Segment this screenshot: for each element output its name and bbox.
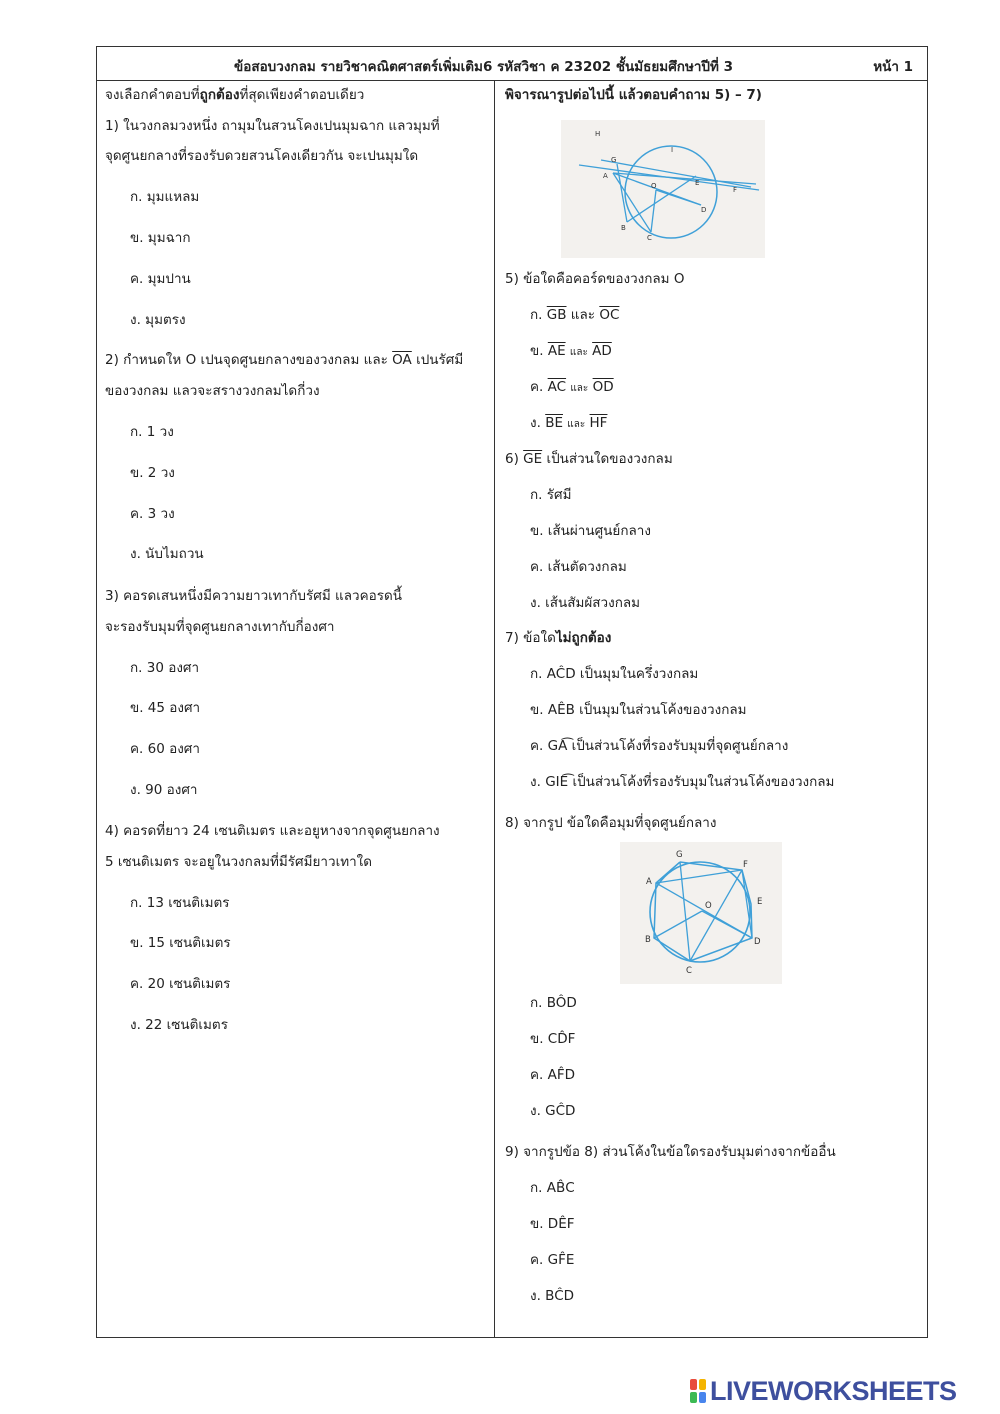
segment-oa: $\overline{OA}$ <box>392 352 412 368</box>
fig2-chord-cf <box>690 870 742 961</box>
q2-option-c[interactable]: ค. 3 วง <box>130 506 175 522</box>
q7a-prefix: ก. <box>530 666 543 682</box>
q5a-segment-1: $\overline{GB}$ <box>546 307 567 323</box>
fig2-label-d: D <box>754 937 761 947</box>
q7d-arc: GIE͡ <box>545 774 569 790</box>
q7b-text: เป็นมุมในส่วนโค้งของวงกลม <box>579 702 747 718</box>
fig2-label-f: F <box>743 860 748 870</box>
q5-option-b[interactable] <box>530 341 612 363</box>
q9-option-b[interactable]: ข. DÊF <box>530 1216 575 1232</box>
fig1-label-g: G <box>611 156 617 164</box>
q9-option-c[interactable]: ค. GF̂E <box>530 1252 575 1268</box>
fig1-radius-oc <box>651 190 656 232</box>
line-ge: $\overline{GE}$ <box>523 451 543 467</box>
fig2-label-e: E <box>757 897 763 907</box>
q3-option-c[interactable]: ค. 60 องศา <box>130 741 200 757</box>
q5d-prefix: ง. <box>530 415 541 431</box>
q7-emphasis: ไม่ถูกต้อง <box>555 630 612 646</box>
q5a-conj: และ <box>570 307 596 323</box>
q6-option-c[interactable]: ค. เส้นตัดวงกลม <box>530 559 627 575</box>
q5-option-a[interactable] <box>530 305 619 325</box>
left-column <box>97 80 494 1337</box>
q5b-conj: และ <box>569 347 588 358</box>
q7d-text: เป็นส่วนโค้งที่รองรับมุมในส่วนโค้งของวงกลม <box>572 774 835 790</box>
question-3-line-1: 3) คอรดเสนหนึ่งมีความยาวเทากับรัศมี แลวคอรดนี้ <box>105 588 402 604</box>
q4-option-d[interactable]: ง. 22 เซนติเมตร <box>130 1017 228 1033</box>
question-6 <box>505 449 673 469</box>
q7-text: 7) ข้อใด <box>505 630 556 646</box>
fig1-label-c: C <box>647 234 652 242</box>
question-4-line-1: 4) คอรดที่ยาว 24 เซนติเมตร และอยูหางจากจุดศูนยกลาง <box>105 823 440 839</box>
fig2-label-b: B <box>645 935 651 945</box>
q7b-angle: AÊB <box>547 702 575 718</box>
q7a-angle: AĈD <box>546 666 576 682</box>
instruction-emphasis: ถูกต้อง <box>199 87 240 103</box>
fig2-radius-od <box>702 911 752 938</box>
q1-option-b[interactable]: ข. มุมฉาก <box>130 230 191 246</box>
fig1-label-e: E <box>695 179 700 187</box>
q5c-segment-2: $\overline{OD}$ <box>592 379 614 395</box>
q1-option-a[interactable]: ก. มุมแหลม <box>130 189 200 205</box>
q5c-conj: และ <box>570 383 589 394</box>
q2-text: 2) กำหนดให O เปนจุดศูนยกลางของวงกลม และ <box>105 352 388 368</box>
right-column <box>495 80 927 1337</box>
q5d-segment-2: $\overline{HF}$ <box>589 415 608 431</box>
q5c-segment-1: $\overline{AC}$ <box>547 379 567 395</box>
question-2-line-1 <box>105 350 463 370</box>
fig1-label-a: A <box>603 172 608 180</box>
q3-option-b[interactable]: ข. 45 องศา <box>130 700 201 716</box>
q8-option-d[interactable]: ง. GĈD <box>530 1103 576 1119</box>
q7-option-c[interactable] <box>530 736 788 756</box>
q7a-text: เป็นมุมในครึ่งวงกลม <box>579 666 699 682</box>
q8-option-a[interactable]: ก. BÔD <box>530 995 577 1011</box>
q9-option-d[interactable]: ง. BĈD <box>530 1288 575 1304</box>
q8-option-c[interactable]: ค. AF̂D <box>530 1067 576 1083</box>
q3-option-a[interactable]: ก. 30 องศา <box>130 660 200 676</box>
q6-option-a[interactable]: ก. รัศมี <box>530 487 572 503</box>
q5b-segment-1: $\overline{AE}$ <box>547 343 566 359</box>
q7b-prefix: ข. <box>530 702 544 718</box>
q4-option-a[interactable]: ก. 13 เซนติเมตร <box>130 895 230 911</box>
logo-square-green <box>690 1392 697 1403</box>
worksheet-page <box>96 46 928 1338</box>
q2-option-b[interactable]: ข. 2 วง <box>130 465 175 481</box>
q7c-arc: GA͡ <box>547 738 568 754</box>
question-4-line-2: 5 เซนติเมตร จะอยูในวงกลมที่มีรัศมียาวเทาใด <box>105 854 373 870</box>
q5d-conj: และ <box>567 419 586 430</box>
q3-option-d[interactable]: ง. 90 องศา <box>130 782 198 798</box>
q5a-prefix: ก. <box>530 307 543 323</box>
q5d-segment-1: $\overline{BE}$ <box>545 415 563 431</box>
q5-option-d[interactable] <box>530 413 607 435</box>
q1-option-c[interactable]: ค. มุมปาน <box>130 271 191 287</box>
logo-square-blue <box>699 1392 706 1403</box>
logo-square-yellow <box>699 1379 706 1390</box>
q4-option-c[interactable]: ค. 20 เซนติเมตร <box>130 976 231 992</box>
page-number: หน้า 1 <box>873 59 913 75</box>
q6-option-d[interactable]: ง. เส้นสัมผัสวงกลม <box>530 595 641 611</box>
fig2-label-c: C <box>686 966 692 976</box>
q6-text: เป็นส่วนใดของวงกลม <box>546 451 673 467</box>
instruction-text-end: ที่สุดเพียงคำตอบเดียว <box>239 87 365 103</box>
fig2-label-g: G <box>676 850 683 860</box>
q5-option-c[interactable] <box>530 377 614 399</box>
fig1-label-f: F <box>733 186 738 194</box>
fig1-label-d: D <box>701 206 707 214</box>
exam-title: ข้อสอบวงกลม รายวิชาคณิตศาสตร์เพิ่มเติม6 รหัสวิชา ค 23202 ชั้นมัธยมศึกษาปีที่ 3 <box>234 59 733 75</box>
q2-text-end: เปนรัศมี <box>416 352 464 368</box>
q7c-prefix: ค. <box>530 738 544 754</box>
figure-2-polygon-diagram <box>620 842 782 984</box>
figure-instruction: พิจารณารูปต่อไปนี้ แล้วตอบคำถาม 5) – 7) <box>505 87 762 103</box>
fig1-label-o: O <box>651 182 657 190</box>
question-8: 8) จากรูป ข้อใดคือมุมที่จุดศูนย์กลาง <box>505 815 717 831</box>
q4-option-b[interactable]: ข. 15 เซนติเมตร <box>130 935 231 951</box>
q8-option-b[interactable]: ข. CD̂F <box>530 1031 576 1047</box>
q5a-segment-2: $\overline{OC}$ <box>599 307 620 323</box>
logo-text: LIVEWORKSHEETS <box>710 1375 957 1406</box>
fig1-label-b: B <box>621 224 626 232</box>
q9-option-a[interactable]: ก. AB̂C <box>530 1180 575 1196</box>
fig2-chord-gc <box>680 862 690 961</box>
q7d-prefix: ง. <box>530 774 541 790</box>
question-5: 5) ข้อใดคือคอร์ดของวงกลม O <box>505 271 685 287</box>
q5b-prefix: ข. <box>530 343 544 359</box>
fig1-label-h: H <box>595 130 601 138</box>
fig2-label-o: O <box>705 901 712 911</box>
q1-option-d[interactable]: ง. มุมตรง <box>130 312 186 328</box>
question-7 <box>505 628 611 648</box>
q7-option-a[interactable] <box>530 664 698 684</box>
logo-square-red <box>690 1379 697 1390</box>
fig1-chord-ac <box>613 173 651 232</box>
q7-option-d[interactable] <box>530 772 834 792</box>
q5b-segment-2: $\overline{AD}$ <box>592 343 612 359</box>
q7c-text: เป็นส่วนโค้งที่รองรับมุมที่จุดศูนย์กลาง <box>571 738 789 754</box>
instruction-text: จงเลือกคำตอบที่ <box>105 87 200 103</box>
question-9: 9) จากรูปข้อ 8) ส่วนโค้งในข้อใดรองรับมุมต่างจากข้ออื่น <box>505 1144 836 1160</box>
question-1-line-2: จุดศูนยกลางที่รองรับดวยสวนโคงเดียวกัน จะเปนมุมใด <box>105 148 419 164</box>
instructions <box>105 85 364 105</box>
fig2-label-a: A <box>646 877 652 887</box>
q2-option-a[interactable]: ก. 1 วง <box>130 424 174 440</box>
q6-option-b[interactable]: ข. เส้นผ่านศูนย์กลาง <box>530 523 651 539</box>
logo-icon <box>690 1379 706 1403</box>
figure-1-circle-diagram <box>561 120 765 258</box>
fig2-radius-ob <box>654 911 702 938</box>
q6-number: 6) <box>505 451 519 467</box>
q7-option-b[interactable] <box>530 700 747 720</box>
fig1-label-i: I <box>671 146 674 154</box>
header-row <box>97 47 927 81</box>
question-3-line-2: จะรองรับมุมที่จุดศูนยกลางเทากับกี่องศา <box>105 619 335 635</box>
q5c-prefix: ค. <box>530 379 544 395</box>
question-2-line-2: ของวงกลม แลวจะสรางวงกลมไดกี่วง <box>105 383 320 399</box>
question-1-line-1: 1) ในวงกลมวงหนึ่ง ถามุมในสวนโคงเปนมุมฉาก แลวมุมที่ <box>105 118 440 134</box>
liveworksheets-logo[interactable] <box>690 1376 957 1406</box>
q2-option-d[interactable]: ง. นับไมถวน <box>130 546 204 562</box>
